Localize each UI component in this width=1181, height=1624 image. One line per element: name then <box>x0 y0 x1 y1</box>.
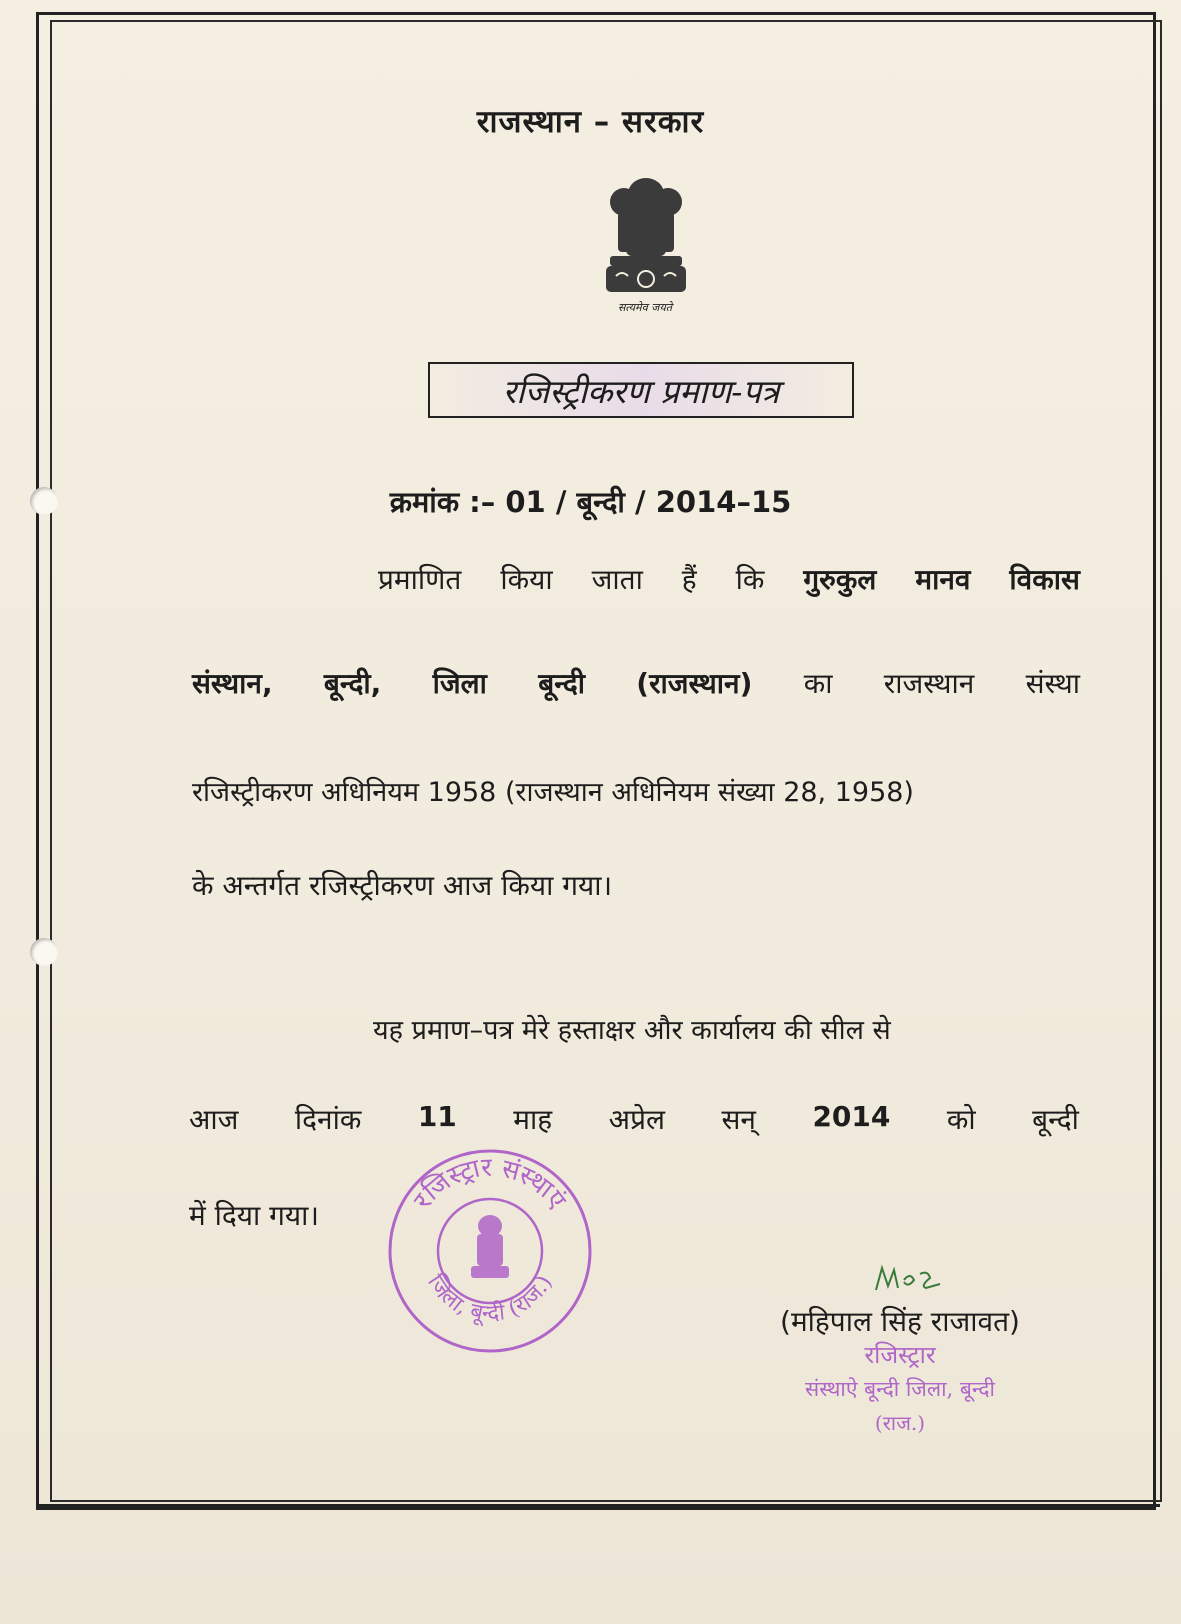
word: कि <box>735 563 765 596</box>
issue-month: अप्रेल <box>608 1103 665 1136</box>
registrar-office: संस्थाऐ बून्दी जिला, बून्दी <box>805 1377 995 1401</box>
word: का <box>803 667 833 700</box>
body-line-5: यह प्रमाण–पत्र मेरे हस्ताक्षर और कार्यालय की सील से <box>373 1015 891 1046</box>
word: को <box>946 1103 976 1136</box>
word: जाता <box>591 563 643 596</box>
certificate-title: रजिस्ट्रीकरण प्रमाण-पत्र <box>428 362 854 418</box>
organization-name: गुरुकुल <box>803 563 877 596</box>
body-line-4: के अन्तर्गत रजिस्ट्रीकरण आज किया गया। <box>192 869 613 902</box>
body-line-3: रजिस्ट्रीकरण अधिनियम 1958 (राजस्थान अधिनियम संख्या 28, 1958) <box>192 777 914 808</box>
seal-bottom-text: जिला, बून्दी (राज.) <box>422 1270 558 1327</box>
word: सन् <box>721 1103 756 1136</box>
government-heading: राजस्थान – सरकार <box>476 104 705 140</box>
national-emblem-icon <box>596 168 696 318</box>
handwritten-signature <box>870 1260 960 1300</box>
word: बून्दी <box>1032 1103 1079 1136</box>
word: आज <box>189 1103 239 1136</box>
seal-top-text: रजिस्ट्रार संस्थाएं <box>408 1152 572 1215</box>
word: राजस्थान <box>883 667 975 700</box>
registrar-designation: रजिस्ट्रार <box>864 1341 936 1369</box>
word: प्रमाणित <box>378 563 462 596</box>
organization-name: बून्दी, <box>323 667 382 700</box>
organization-name: बून्दी <box>538 667 585 700</box>
registrar-state: (राज.) <box>874 1411 926 1435</box>
punch-hole-bottom <box>30 938 58 966</box>
word: हैं <box>681 563 697 596</box>
svg-text:जिला, बून्दी (राज.) <box>422 1270 557 1328</box>
body-line-2 <box>192 664 1080 702</box>
registrar-stamp <box>765 1338 1035 1440</box>
office-seal-stamp <box>385 1146 595 1356</box>
organization-name: मानव <box>915 563 971 596</box>
word: माह <box>513 1103 553 1136</box>
organization-name: संस्थान, <box>192 667 273 700</box>
emblem-motto: सत्यमेव जयते <box>617 301 672 314</box>
signatory-name: (महिपाल सिंह राजावत) <box>780 1305 1020 1338</box>
issue-year: 2014 <box>812 1100 891 1133</box>
organization-name: विकास <box>1009 563 1080 596</box>
organization-name: (राजस्थान) <box>636 667 753 700</box>
issue-day: 11 <box>417 1100 457 1133</box>
body-line-7: में दिया गया। <box>189 1199 320 1232</box>
word: किया <box>500 563 553 596</box>
organization-name: जिला <box>432 667 487 700</box>
body-line-1 <box>378 560 1080 598</box>
svg-text:रजिस्ट्रार संस्थाएं <box>408 1153 572 1216</box>
word: दिनांक <box>294 1103 362 1136</box>
reference-number: क्रमांक :– 01 / बून्दी / 2014–15 <box>389 485 792 519</box>
bottom-border-line <box>36 1504 1160 1507</box>
word: संस्था <box>1025 667 1080 700</box>
body-line-6 <box>189 1100 1079 1138</box>
